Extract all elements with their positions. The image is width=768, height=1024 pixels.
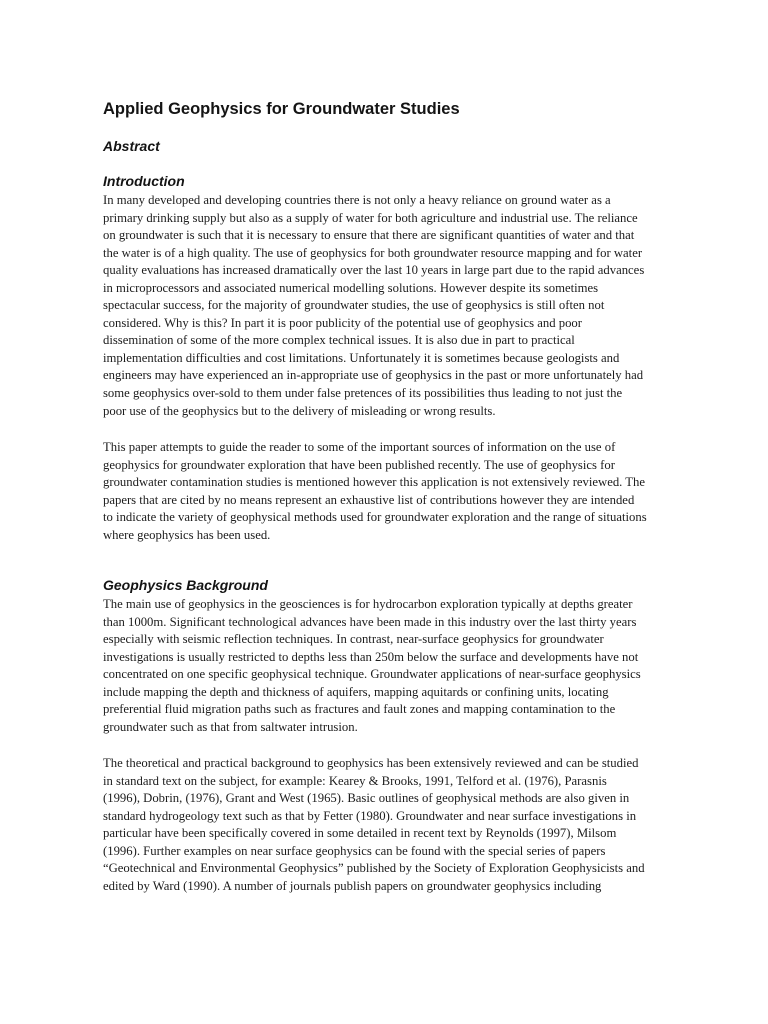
text-line: especially with seismic reflection techniques. In contrast, near-surface geophysics for groundwater (103, 632, 604, 647)
text-line: geophysics for groundwater exploration that have been published recently. The use of geophysics for (103, 457, 615, 472)
text-line: preferential fluid migration paths such as fractures and fault zones and mapping contamination to the (103, 702, 616, 717)
text-line: than 1000m. Significant technological advances have been made in this industry over the last thirty years (103, 614, 637, 629)
text-line: engineers may have experienced an in-appropriate use of geophysics in the past or more unfortunately had (103, 368, 644, 383)
text-line: concentrated on one specific geophysical technique. Groundwater applications of near-surface geophysics (103, 667, 641, 682)
text-line: standard hydrogeology text such as that by Fetter (1980). Groundwater and near surface investigations in (103, 808, 637, 823)
text-line: include mapping the depth and thickness of aquifers, mapping aquitards or confining units, locating (103, 684, 609, 699)
text-line: in standard text on the subject, for example: Kearey & Brooks, 1991, Telford et al. (1976), Parasnis (103, 773, 607, 788)
text-line: dissemination of some of the more complex technical issues. It is also due in part to practical (103, 333, 575, 348)
text-line: groundwater contamination studies is mentioned however this application is not extensively reviewed. The (103, 475, 646, 490)
text-line: The main use of geophysics in the geosciences is for hydrocarbon exploration typically at depths greater (103, 597, 633, 611)
document-title: Applied Geophysics for Groundwater Studies (103, 100, 460, 118)
introduction-paragraph-1 (103, 192, 693, 420)
text-line: on groundwater is such that it is necessary to ensure that there are significant quantities of water and that (103, 228, 635, 243)
text-line: implementation difficulties and cost limitations. Unfortunately it is sometimes because geologists and (103, 350, 620, 365)
text-line: primary drinking supply but also as a supply of water for both agriculture and industrial use. The reliance (103, 210, 638, 225)
text-line: (1996). Further examples on near surface geophysics can be found with the special series of papers (103, 843, 606, 858)
text-line: The theoretical and practical background to geophysics has been extensively reviewed and can be studied (103, 756, 639, 770)
text-line: In many developed and developing countries there is not only a heavy reliance on ground water as a (103, 193, 611, 207)
text-line: some geophysics over-sold to them under false pretences of its possibilities thus leading to not just the (103, 386, 623, 401)
geophysics-background-heading: Geophysics Background (103, 577, 268, 593)
text-line: spectacular success, for the majority of groundwater studies, the use of geophysics is still often not (103, 298, 605, 313)
text-line: edited by Ward (1990). A number of journals publish papers on groundwater geophysics including (103, 878, 602, 893)
geophysics-background-paragraph-1 (103, 596, 693, 736)
text-line: “Geotechnical and Environmental Geophysics” published by the Society of Exploration Geophysicists and (103, 861, 645, 876)
text-line: investigations is usually restricted to depths less than 250m below the surface and developments have not (103, 649, 639, 664)
text-line: (1996), Dobrin, (1976), Grant and West (1965). Basic outlines of geophysical methods are also given in (103, 791, 630, 806)
introduction-paragraph-2 (103, 439, 693, 544)
text-line: particular have been specifically covered in some detailed in recent text by Reynolds (1997), Milsom (103, 826, 617, 841)
text-line: where geophysics has been used. (103, 527, 271, 542)
text-line: to indicate the variety of geophysical methods used for groundwater exploration and the range of situations (103, 510, 647, 525)
text-line: considered. Why is this? In part it is poor publicity of the potential use of geophysics and poor (103, 315, 582, 330)
text-line: quality evaluations has increased dramatically over the last 10 years in large part due to the rapid advances (103, 263, 645, 278)
text-line: the water is of a high quality. The use of geophysics for both groundwater resource mapping and for water (103, 245, 643, 260)
text-line: in microprocessors and associated numerical modelling solutions. However despite its sometimes (103, 280, 599, 295)
text-line: papers that are cited by no means represent an exhaustive list of contributions however they are intended (103, 492, 635, 507)
text-line: poor use of the geophysics but to the delivery of misleading or wrong results. (103, 403, 496, 418)
geophysics-background-paragraph-2 (103, 755, 693, 895)
text-line: This paper attempts to guide the reader to some of the important sources of information on the use of (103, 440, 616, 454)
introduction-heading: Introduction (103, 173, 185, 189)
text-line: groundwater such as that from saltwater intrusion. (103, 719, 358, 734)
abstract-heading: Abstract (103, 138, 160, 154)
